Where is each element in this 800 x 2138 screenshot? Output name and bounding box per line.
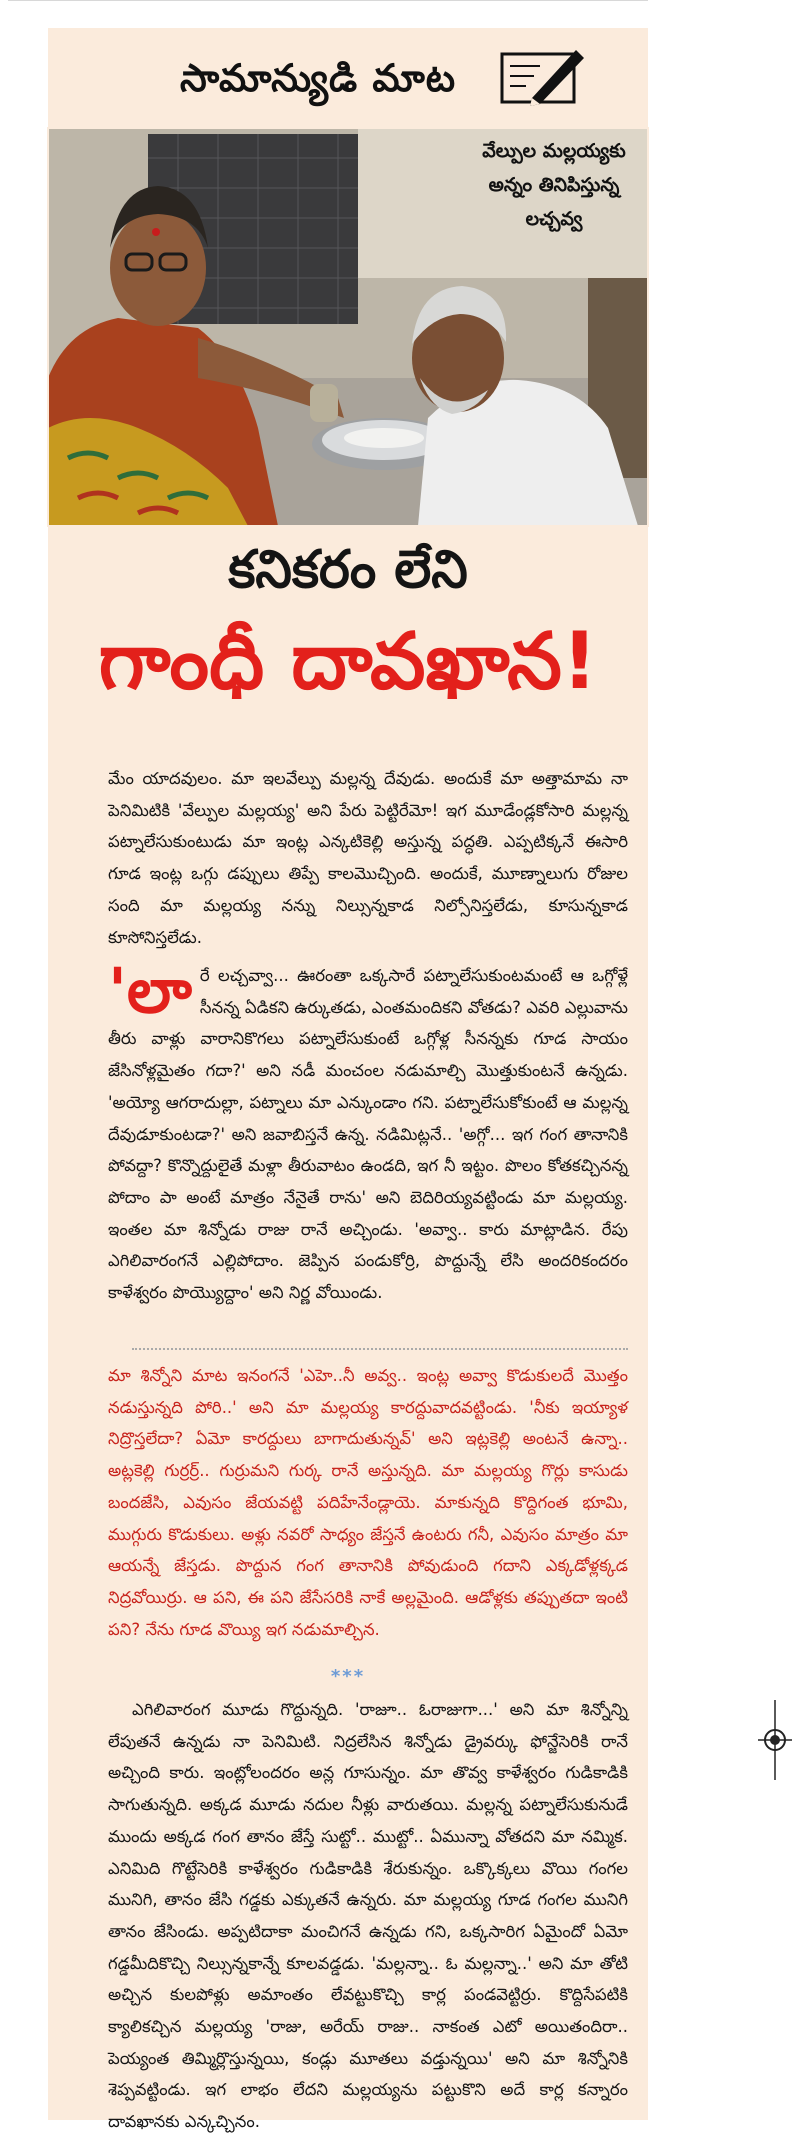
article xyxy=(48,28,648,2132)
caption-line: అన్నం తినిపిస్తున్న xyxy=(488,174,620,196)
closing-paragraph: ఎగిలివారంగ మూడు గొద్దున్నది. 'రాజూ.. ఓరాజుగా...' అని మా శిన్నోన్ని లేపుతనే ఉన్నడు నా పెనిమిటి. నిద్రలేసిన శిన్నోడు డ్రైవర్కు ఫోన్జేసెరికి రానే అచ్చింది కారు. ఇంట్లోలందరం అన్ల గూసున్నం. మా తొవ్వ కాళేశ్వరం గుడికాడికి సాగుతున్నది. అక్కడ మూడు నదుల నీళ్లు వారుతయి. మల్లన్న పట్నాలేసుకునుడే ముందు అక్కడ గంగ తానం జేస్తే సుట్టో.. ముట్టో.. ఏమున్నా వోతదని మా నమ్మిక. ఎనిమిది గొట్టేసెరికి కాళేశ్వరం గుడికాడికి శేరుకున్నం. ఒక్కొక్కలు వొయి గంగల మునిగి, తానం జేసి గడ్డకు ఎక్కుతనే ఉన్నరు. మా మల్లయ్య గూడ గంగల మునిగి తానం జేసిండు. అప్పటిదాకా మంచిగనే ఉన్నడు గని, ఒక్కసారిగ ఏమైందో ఏమో గడ్డమీదికొచ్చి నిల్సున్నకాన్నే కూలవడ్డడు. 'మల్లన్నా.. ఓ మల్లన్నా..' అని మా తోటి అచ్చిన కులపోళ్లు అమాంతం లేవట్టుకొచ్చి కార్ల పండవెట్టిర్రు. కొద్దిసేపటికి క్యాలికచ్చిన మల్లయ్య 'రాజు, అరేయ్ రాజు.. నాకంత ఎటో అయితందిరా.. పెయ్యంత తిమ్మిర్లొస్తున్నయి, కండ్లు మూతలు వడ్తున్నయి' అని మా శిన్నోనికి శెప్పవట్టిండు. ఇగ లాభం లేదని మల్లయ్యను పట్టుకొని అదే కార్ల కన్నారం దావఖానకు ఎన్కచ్చినం. xyxy=(108,1700,628,2132)
highlighted-paragraph: మా శిన్నోని మాట ఇనంగనే 'ఎహె..నీ అవ్వ.. ఇంట్ల అవ్వా కొడుకులదే మొత్తం నడుస్తున్నది పోరి..' అని మా మల్లయ్య కారద్దువాదవట్టిండు. 'నీకు ఇయ్యాళ నిద్రొస్తలేదా? ఏమో కారద్దులు బాగాదుతున్నవ్' అని ఇట్లకెల్లి అంటనే ఉన్నా.. అట్లకెల్లి గుర్రర్ర్.. గుర్రుమని గుర్క రానే అస్తున్నది. మా మల్లయ్య గొర్లు కాసుడు బందజేసి, ఎవుసం జేయవట్టి పదిహేనేండ్లాయె. మాకున్నది కొద్దిగంత భూమి, ముగ్గురు కొడుకులు. అళ్లు నవరో సాధ్యం జేస్తనే ఉంటరు గనీ, ఎవుసం మాత్రం మా ఆయన్నే జేస్తడు. పొద్దున గంగ తానానికి పోవుడుంది గదాని ఎక్కడోళ్లక్కడ నిద్రవోయిర్రు. ఆ పని, ఈ పని జేసేసరికి నాకే అల్లమైంది. ఆడోళ్లకు తప్పుతదా ఇంటి పని? నేను గూడ వొయ్యి ఇగ నడుమాల్చిన. xyxy=(108,1366,628,1639)
photo-caption xyxy=(466,134,642,236)
main-paragraph-text: రే లచ్చవ్వా... ఊరంతా ఒక్కసారే పట్నాలేసుకుంటమంటే ఆ ఒగ్గోళ్లే సీనన్న ఏడికని ఉర్కుతడు, ఎంతమందికని వోతడు? ఎవరి ఎల్లువాను తీరు వాళ్లు వారానికొగలు పట్నాలేసుకుంటే ఒగ్గోళ్ల సీనన్నకు గూడ సాయం జేసినోళ్లమైతం గదా?' అని నడీ మంచంల నడుమాల్చి మొత్తుకుంటనే ఉన్నడు. 'అయ్యో ఆగరాదుల్లా, పట్నాలు మా ఎన్కుండాం గని. పట్నాలేసుకోకుంటే ఆ మల్లన్న దేవుడూకుంటడా?' అని జవాబిస్తనే ఉన్న. నడిమిట్లనే.. 'అగ్గో... ఇగ గంగ తానానికి పోవద్దా? కొన్నొద్దులైతే మళ్లా తీరువాటం ఉండది, ఇగ నీ ఇట్టం. పొలం కోతకచ్చినన్న పోదాం పా అంటే మాత్రం నేనైతే రాను' అని బెదిరియ్యవట్టిండు మా మల్లయ్య. ఇంతల మా శిన్నోడు రాజు రానే అచ్చిండు. 'అవ్వా.. కారు మాట్లాడిన. రేపు ఎగిలివారంగనే ఎల్లిపోదాం. జెప్పిన పండుకోర్రి, పొద్దున్నే లేసి అందరికందరం కాళేశ్వరం పొయ్యొద్దాం' అని నిర్ణ వోయిండు. xyxy=(108,966,628,1303)
registration-mark-icon xyxy=(758,1700,792,1780)
page-top-rule xyxy=(8,0,648,1)
main-paragraph xyxy=(108,954,628,1309)
drop-cap: 'లా xyxy=(108,954,192,1027)
caption-line: లచ్చవ్వ xyxy=(525,208,583,230)
news-photo xyxy=(48,128,648,526)
headline-line-1: కనికరం లేని xyxy=(228,540,468,600)
intro-paragraph: మేం యాదవులం. మా ఇలవేల్పు మల్లన్న దేవుడు. అందుకే మా అత్తామామ నా పెనిమిటికి 'వేల్పుల మల్లయ్య' అని పేరు పెట్టిరేమో! ఇగ మూడేండ్లకోసారి మల్లన్న పట్నాలేసుకుంటుడు మా ఇంట్ల ఎన్కటికెల్లి అస్తున్న పద్ధతి. ఎప్పటిక్కనే ఈసారి గూడ ఇంట్ల ఒగ్గు డప్పులు తిప్పే కాలమొచ్చింది. అందుకే, మూణ్నాలుగు రోజుల సంది మా మల్లయ్య నన్ను నిల్సున్నకాడ నిల్సోనిస్తలేడు, కూసున్నకాడ కూసోనిస్తలేడు. xyxy=(108,769,628,947)
pen-writing-icon xyxy=(496,44,588,108)
masthead xyxy=(48,28,648,128)
headline-line-2: గాంధీ దావఖాన! xyxy=(98,617,598,707)
column-title: సామాన్యుడి మాట xyxy=(179,56,457,100)
section-divider xyxy=(132,1348,628,1350)
caption-line: వేల్పుల మల్లయ్యకు xyxy=(482,140,626,162)
section-separator: *** xyxy=(330,1666,366,1687)
